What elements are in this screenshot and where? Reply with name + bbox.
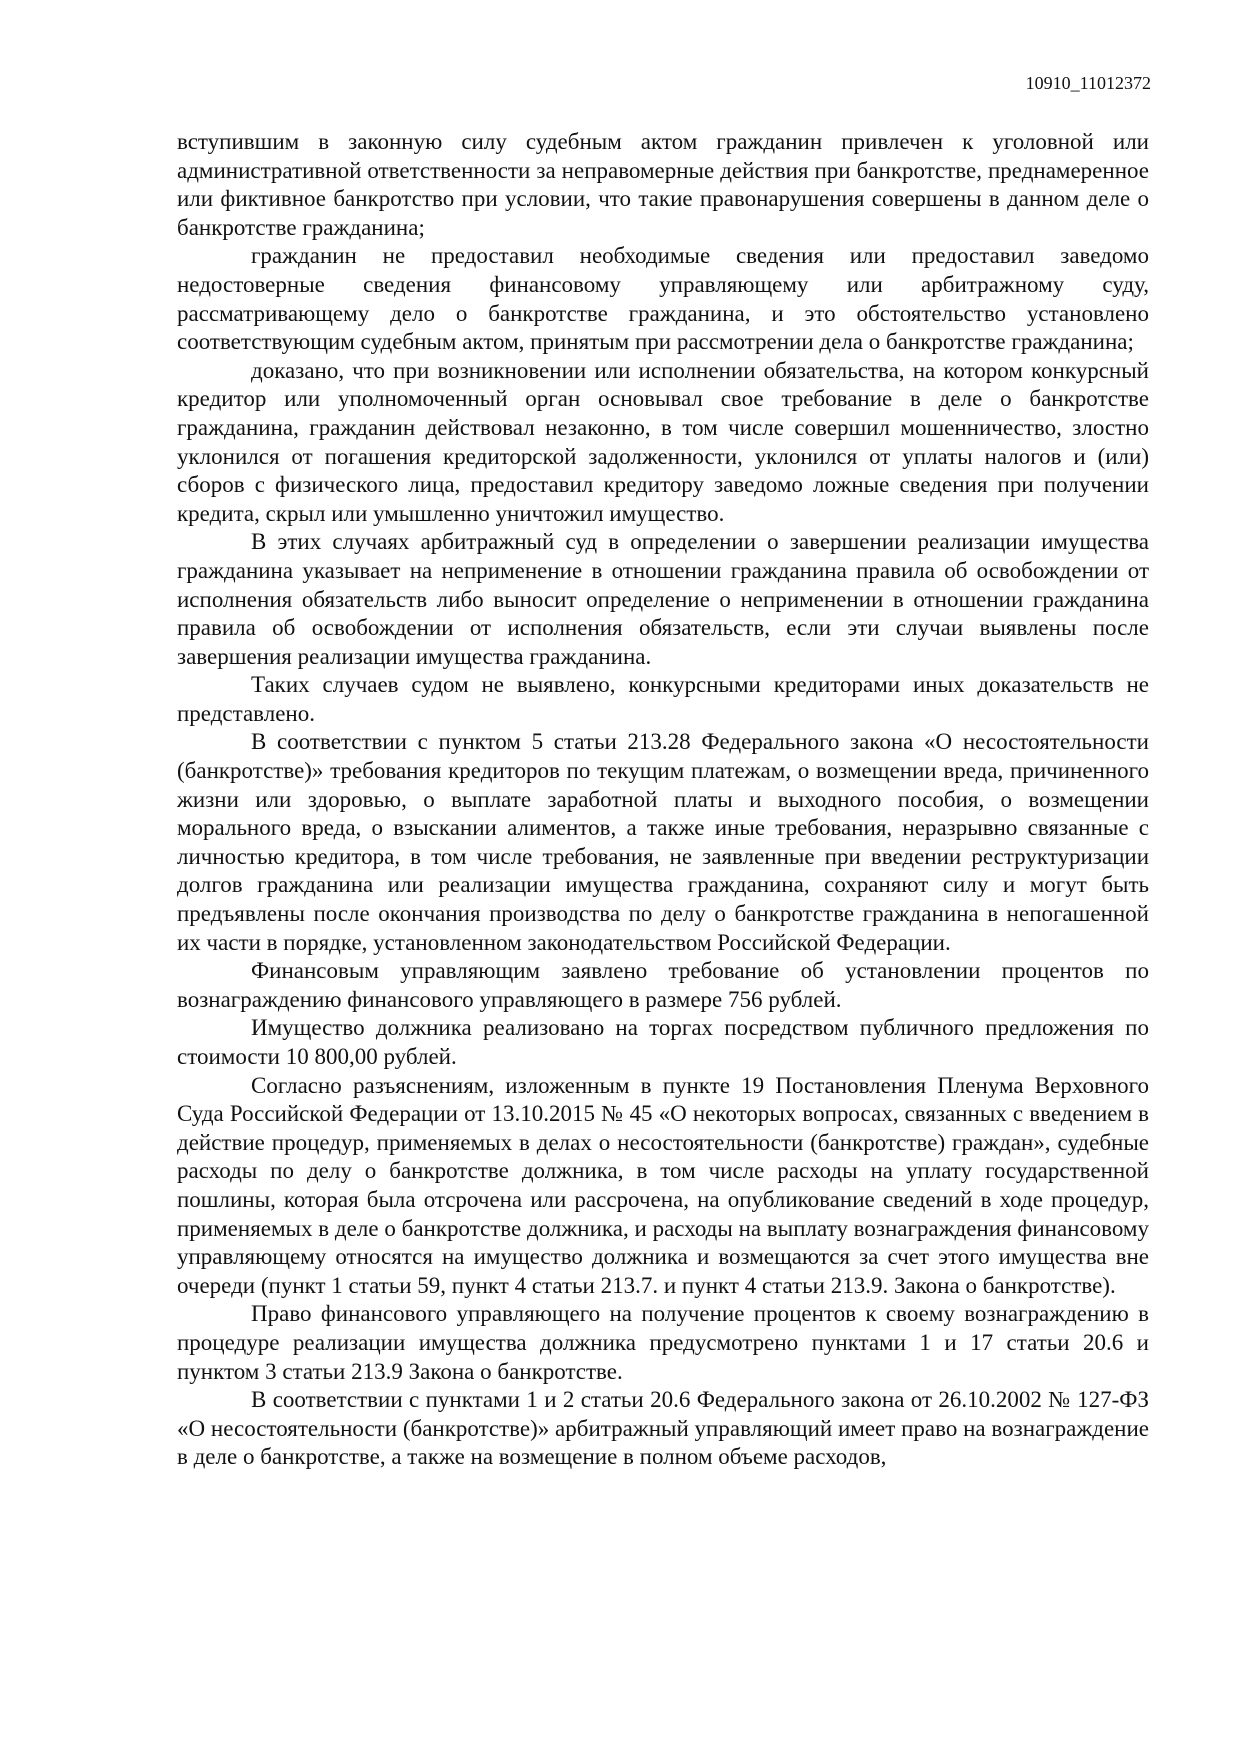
- paragraph: гражданин не предоставил необходимые сведения или предоставил заведомо недостоверные сведения финансовому управляющему или арбитражному суду, рассматривающему дело о банкротстве гражданина, и это обстоятельство установлено соответствующим судебным актом, принятым при рассмотрении дела о банкротстве гражданина;: [177, 243, 1149, 355]
- document-id: 10910_11012372: [1025, 73, 1151, 93]
- paragraph: Согласно разъяснениям, изложенным в пункте 19 Постановления Пленума Верховного Суда Российской Федерации от 13.10.2015 № 45 «О некоторых вопросах, связанных с введением в действие процедур, применяемых в делах о несостоятельности (банкротстве) граждан», судебные расходы по делу о банкротстве должника, в том числе расходы на уплату государственной пошлины, которая была отсрочена или рассрочена, на опубликование сведений в ходе процедур, применяемых в деле о банкротстве должника, и расходы на выплату вознаграждения финансовому управляющему относятся на имущество должника и возмещаются за счет этого имущества вне очереди (пункт 1 статьи 59, пункт 4 статьи 213.7. и пункт 4 статьи 213.9. Закона о банкротстве).: [177, 1072, 1149, 1298]
- paragraph: Имущество должника реализовано на торгах посредством публичного предложения по стоимости 10 800,00 рублей.: [177, 1015, 1149, 1069]
- paragraph: В соответствии с пунктом 5 статьи 213.28 Федерального закона «О несостоятельности (банкротстве)» требования кредиторов по текущим платежам, о возмещении вреда, причиненного жизни или здоровью, о выплате заработной платы и выходного пособия, о возмещении морального вреда, о взыскании алиментов, а также иные требования, неразрывно связанные с личностью кредитора, в том числе требования, не заявленные при введении реструктуризации долгов гражданина или реализации имущества гражданина, сохраняют силу и могут быть предъявлены после окончания производства по делу о банкротстве гражданина в непогашенной их части в порядке, установленном законодательством Российской Федерации.: [177, 729, 1149, 955]
- paragraph: Право финансового управляющего на получение процентов к своему вознаграждению в процедуре реализации имущества должника предусмотрено пунктами 1 и 17 статьи 20.6 и пунктом 3 статьи 213.9 Закона о банкротстве.: [177, 1301, 1149, 1384]
- paragraph: доказано, что при возникновении или исполнении обязательства, на котором конкурсный кредитор или уполномоченный орган основывал свое требование в деле о банкротстве гражданина, гражданин действовал незаконно, в том числе совершил мошенничество, злостно уклонился от погашения кредиторской задолженности, уклонился от уплаты налогов и (или) сборов с физического лица, предоставил кредитору заведомо ложные сведения при получении кредита, скрыл или умышленно уничтожил имущество.: [177, 357, 1149, 526]
- paragraph: вступившим в законную силу судебным актом гражданин привлечен к уголовной или административной ответственности за неправомерные действия при банкротстве, преднамеренное или фиктивное банкротство при условии, что такие правонарушения совершены в данном деле о банкротстве гражданина;: [177, 129, 1149, 240]
- document-body: [177, 128, 1149, 1472]
- paragraph: Финансовым управляющим заявлено требование об установлении процентов по вознаграждению финансового управляющего в размере 756 рублей.: [177, 958, 1149, 1012]
- paragraph: В соответствии с пунктами 1 и 2 статьи 20.6 Федерального закона от 26.10.2002 № 127-ФЗ «О несостоятельности (банкротстве)» арбитражный управляющий имеет право на вознаграждение в деле о банкротстве, а также на возмещение в полном объеме расходов,: [177, 1387, 1149, 1470]
- paragraph: В этих случаях арбитражный суд в определении о завершении реализации имущества гражданина указывает на неприменение в отношении гражданина правила об освобождении от исполнения обязательств либо выносит определение о неприменении в отношении гражданина правила об освобождении от исполнения обязательств, если эти случаи выявлены после завершения реализации имущества гражданина.: [177, 529, 1149, 669]
- paragraph: Таких случаев судом не выявлено, конкурсными кредиторами иных доказательств не представлено.: [177, 672, 1149, 726]
